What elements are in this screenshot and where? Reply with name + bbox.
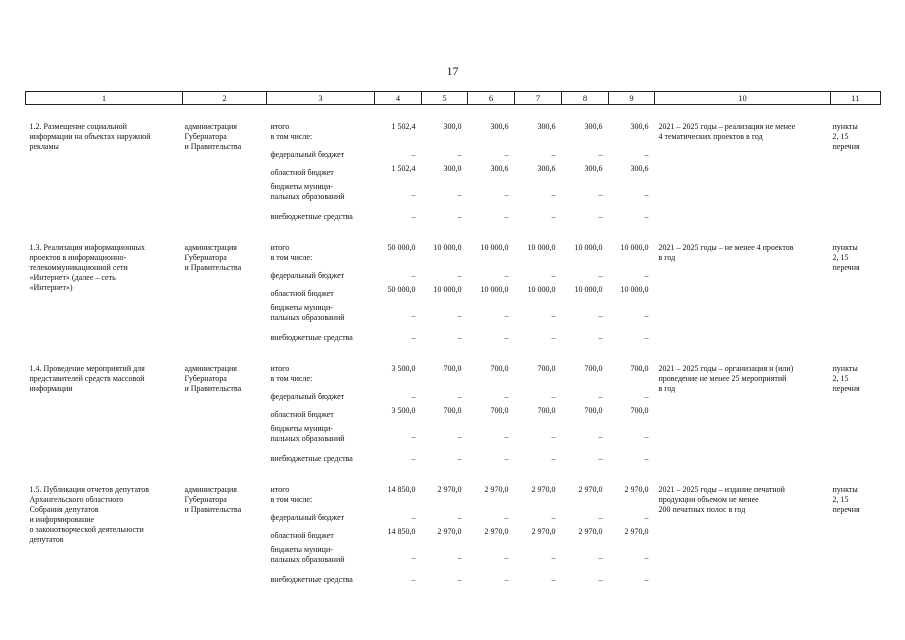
expected-result: 2021 – 2025 годы – издание печатной продукции объемом не менее 200 печатных полос в год xyxy=(658,485,785,514)
funding-amount: – xyxy=(411,513,416,522)
funding-amount: – xyxy=(644,392,649,401)
funding-source: областной бюджет xyxy=(270,410,334,419)
executor-name: администрация Губернатора и Правительства xyxy=(184,122,242,151)
funding-amount: – xyxy=(598,513,603,522)
funding-amount: 300,6 xyxy=(490,122,509,131)
funding-amount: – xyxy=(457,150,462,159)
funding-amount: 2 970,0 xyxy=(484,527,509,536)
funding-amount: – xyxy=(411,553,416,562)
funding-amount: – xyxy=(457,190,462,199)
funding-amount: – xyxy=(411,392,416,401)
funding-amount: – xyxy=(644,454,649,463)
funding-amount: – xyxy=(551,333,556,342)
funding-amount: – xyxy=(598,454,603,463)
expected-result: 2021 – 2025 годы – реализация не менее 4 тематических проектов в год xyxy=(658,122,796,141)
funding-source: внебюджетные средства xyxy=(270,333,353,342)
funding-amount: 700,0 xyxy=(490,406,509,415)
funding-amount: – xyxy=(504,190,509,199)
funding-source: бюджеты муници- пальных образований xyxy=(270,545,345,564)
funding-amount: – xyxy=(457,513,462,522)
funding-source: федеральный бюджет xyxy=(270,513,345,522)
funding-amount: – xyxy=(411,311,416,320)
funding-amount: – xyxy=(504,392,509,401)
funding-amount: – xyxy=(504,212,509,221)
funding-amount: – xyxy=(457,553,462,562)
funding-amount: 14 850,0 xyxy=(387,527,416,536)
funding-amount: 300,0 xyxy=(443,164,462,173)
funding-amount: 2 970,0 xyxy=(484,485,509,494)
funding-amount: 300,6 xyxy=(584,122,603,131)
page-number: 17 xyxy=(446,64,459,78)
funding-amount: 50 000,0 xyxy=(387,285,416,294)
funding-amount: – xyxy=(644,212,649,221)
funding-amount: – xyxy=(551,311,556,320)
funding-source: бюджеты муници- пальных образований xyxy=(270,424,345,443)
section-spacer xyxy=(26,105,881,123)
funding-amount: 2 970,0 xyxy=(624,485,649,494)
funding-amount: – xyxy=(411,271,416,280)
funding-amount: – xyxy=(457,454,462,463)
funding-amount: – xyxy=(504,432,509,441)
funding-amount: 2 970,0 xyxy=(531,485,556,494)
funding-source: итого в том числе: xyxy=(270,485,313,504)
funding-source: внебюджетные средства xyxy=(270,212,353,221)
column-header: 8 xyxy=(562,92,609,105)
funding-amount: – xyxy=(504,454,509,463)
funding-amount: 700,0 xyxy=(443,406,462,415)
activity-title: 1.5. Публикация отчетов депутатов Архангельского областного Собрания депутатов и информирование о законотворческой деятельности депутатов xyxy=(29,485,150,544)
funding-amount: 300,0 xyxy=(443,122,462,131)
funding-amount: – xyxy=(551,553,556,562)
funding-source: федеральный бюджет xyxy=(270,150,345,159)
funding-amount: – xyxy=(644,190,649,199)
funding-amount: 10 000,0 xyxy=(433,243,462,252)
column-header: 11 xyxy=(831,92,881,105)
funding-source: областной бюджет xyxy=(270,168,334,177)
funding-amount: – xyxy=(551,454,556,463)
column-header: 4 xyxy=(375,92,422,105)
funding-amount: – xyxy=(598,432,603,441)
funding-amount: – xyxy=(551,271,556,280)
funding-amount: – xyxy=(551,212,556,221)
funding-amount: – xyxy=(598,553,603,562)
funding-amount: 1 502,4 xyxy=(391,164,416,173)
column-header: 6 xyxy=(468,92,515,105)
program-activities-table xyxy=(25,91,881,589)
funding-amount: 300,6 xyxy=(490,164,509,173)
funding-amount: 14 850,0 xyxy=(387,485,416,494)
funding-source: федеральный бюджет xyxy=(270,271,345,280)
funding-source: итого в том числе: xyxy=(270,243,313,262)
section-spacer xyxy=(26,347,881,364)
funding-amount: 700,0 xyxy=(630,364,649,373)
funding-amount: – xyxy=(411,432,416,441)
funding-amount: – xyxy=(411,190,416,199)
column-header: 1 xyxy=(26,92,183,105)
funding-amount: – xyxy=(504,513,509,522)
funding-source: областной бюджет xyxy=(270,289,334,298)
funding-amount: 300,6 xyxy=(630,122,649,131)
funding-amount: – xyxy=(457,432,462,441)
funding-amount: – xyxy=(411,454,416,463)
funding-amount: – xyxy=(457,271,462,280)
funding-amount: 10 000,0 xyxy=(480,243,509,252)
funding-amount: – xyxy=(411,212,416,221)
funding-row xyxy=(26,364,881,388)
funding-amount: 10 000,0 xyxy=(574,285,603,294)
funding-source: итого в том числе: xyxy=(270,122,313,141)
activity-title: 1.3. Реализация информационных проектов в информационно- телекоммуникационной сети «Интернет» (далее – сеть «Интернет») xyxy=(29,243,146,292)
funding-amount: 10 000,0 xyxy=(620,243,649,252)
funding-source: бюджеты муници- пальных образований xyxy=(270,303,345,322)
section-spacer xyxy=(26,226,881,243)
funding-row xyxy=(26,485,881,509)
column-header: 10 xyxy=(655,92,831,105)
funding-amount: 3 500,0 xyxy=(391,364,416,373)
funding-amount: 300,6 xyxy=(537,164,556,173)
executor-name: администрация Губернатора и Правительства xyxy=(184,485,242,514)
funding-amount: 700,0 xyxy=(537,364,556,373)
column-header: 5 xyxy=(422,92,468,105)
spacer-cell xyxy=(26,347,881,364)
funding-amount: – xyxy=(504,553,509,562)
funding-amount: – xyxy=(644,333,649,342)
funding-amount: 1 502,4 xyxy=(391,122,416,131)
reference-items: пункты 2, 15 перечня xyxy=(832,122,860,151)
funding-amount: – xyxy=(504,333,509,342)
funding-row xyxy=(26,122,881,146)
funding-amount: 700,0 xyxy=(537,406,556,415)
funding-amount: 10 000,0 xyxy=(574,243,603,252)
funding-amount: – xyxy=(598,212,603,221)
funding-amount: – xyxy=(598,392,603,401)
expected-result: 2021 – 2025 годы – организация и (или) проведение не менее 25 мероприятий в год xyxy=(658,364,794,393)
funding-amount: – xyxy=(598,190,603,199)
column-header: 3 xyxy=(267,92,375,105)
spacer-cell xyxy=(26,105,881,123)
spacer-cell xyxy=(26,468,881,485)
column-header: 7 xyxy=(515,92,562,105)
activity-title: 1.4. Проведение мероприятий для представителей средств массовой информации xyxy=(29,364,145,393)
funding-amount: 2 970,0 xyxy=(624,527,649,536)
funding-source: внебюджетные средства xyxy=(270,454,353,463)
spacer-cell xyxy=(26,226,881,243)
funding-amount: – xyxy=(504,575,509,584)
funding-amount: – xyxy=(457,575,462,584)
funding-amount: – xyxy=(551,392,556,401)
table-body xyxy=(26,105,881,590)
activity-title: 1.2. Размещение социальной информации на объектах наружной рекламы xyxy=(29,122,151,151)
funding-amount: – xyxy=(598,311,603,320)
funding-amount: – xyxy=(457,212,462,221)
reference-items: пункты 2, 15 перечня xyxy=(832,243,860,272)
executor-name: администрация Губернатора и Правительства xyxy=(184,243,242,272)
funding-amount: – xyxy=(598,271,603,280)
funding-source: бюджеты муници- пальных образований xyxy=(270,182,345,201)
funding-amount: – xyxy=(598,150,603,159)
funding-amount: 300,6 xyxy=(537,122,556,131)
column-number-row xyxy=(26,92,881,105)
expected-result: 2021 – 2025 годы – не менее 4 проектов в год xyxy=(658,243,794,262)
funding-amount: – xyxy=(411,150,416,159)
funding-amount: – xyxy=(504,271,509,280)
funding-amount: – xyxy=(644,271,649,280)
funding-amount: – xyxy=(457,311,462,320)
funding-amount: – xyxy=(551,432,556,441)
funding-amount: 50 000,0 xyxy=(387,243,416,252)
funding-amount: 700,0 xyxy=(584,364,603,373)
funding-amount: – xyxy=(598,333,603,342)
funding-amount: – xyxy=(644,553,649,562)
funding-amount: – xyxy=(551,513,556,522)
funding-amount: 700,0 xyxy=(584,406,603,415)
funding-amount: – xyxy=(551,575,556,584)
executor-name: администрация Губернатора и Правительства xyxy=(184,364,242,393)
funding-amount: 700,0 xyxy=(630,406,649,415)
funding-amount: 2 970,0 xyxy=(437,485,462,494)
funding-amount: – xyxy=(457,333,462,342)
funding-amount: – xyxy=(644,575,649,584)
funding-source: федеральный бюджет xyxy=(270,392,345,401)
funding-amount: – xyxy=(551,150,556,159)
funding-amount: 2 970,0 xyxy=(437,527,462,536)
funding-amount: – xyxy=(504,311,509,320)
funding-amount: 10 000,0 xyxy=(480,285,509,294)
funding-amount: 2 970,0 xyxy=(578,527,603,536)
funding-amount: 700,0 xyxy=(443,364,462,373)
funding-amount: 3 500,0 xyxy=(391,406,416,415)
funding-amount: – xyxy=(644,150,649,159)
funding-amount: 10 000,0 xyxy=(527,285,556,294)
funding-amount: – xyxy=(411,333,416,342)
funding-amount: 700,0 xyxy=(490,364,509,373)
reference-items: пункты 2, 15 перечня xyxy=(832,364,860,393)
funding-amount: 300,6 xyxy=(630,164,649,173)
funding-source: областной бюджет xyxy=(270,531,334,540)
column-header: 2 xyxy=(183,92,267,105)
funding-source: внебюджетные средства xyxy=(270,575,353,584)
funding-amount: – xyxy=(504,150,509,159)
funding-amount: – xyxy=(644,311,649,320)
funding-amount: 10 000,0 xyxy=(527,243,556,252)
funding-amount: – xyxy=(644,432,649,441)
funding-amount: – xyxy=(598,575,603,584)
funding-row xyxy=(26,243,881,267)
funding-source: итого в том числе: xyxy=(270,364,313,383)
funding-amount: 2 970,0 xyxy=(531,527,556,536)
funding-amount: 300,6 xyxy=(584,164,603,173)
section-spacer xyxy=(26,468,881,485)
funding-amount: 10 000,0 xyxy=(433,285,462,294)
funding-amount: 10 000,0 xyxy=(620,285,649,294)
funding-amount: – xyxy=(411,575,416,584)
reference-items: пункты 2, 15 перечня xyxy=(832,485,860,514)
funding-amount: – xyxy=(644,513,649,522)
funding-amount: 2 970,0 xyxy=(578,485,603,494)
column-header: 9 xyxy=(609,92,655,105)
funding-amount: – xyxy=(551,190,556,199)
funding-amount: – xyxy=(457,392,462,401)
